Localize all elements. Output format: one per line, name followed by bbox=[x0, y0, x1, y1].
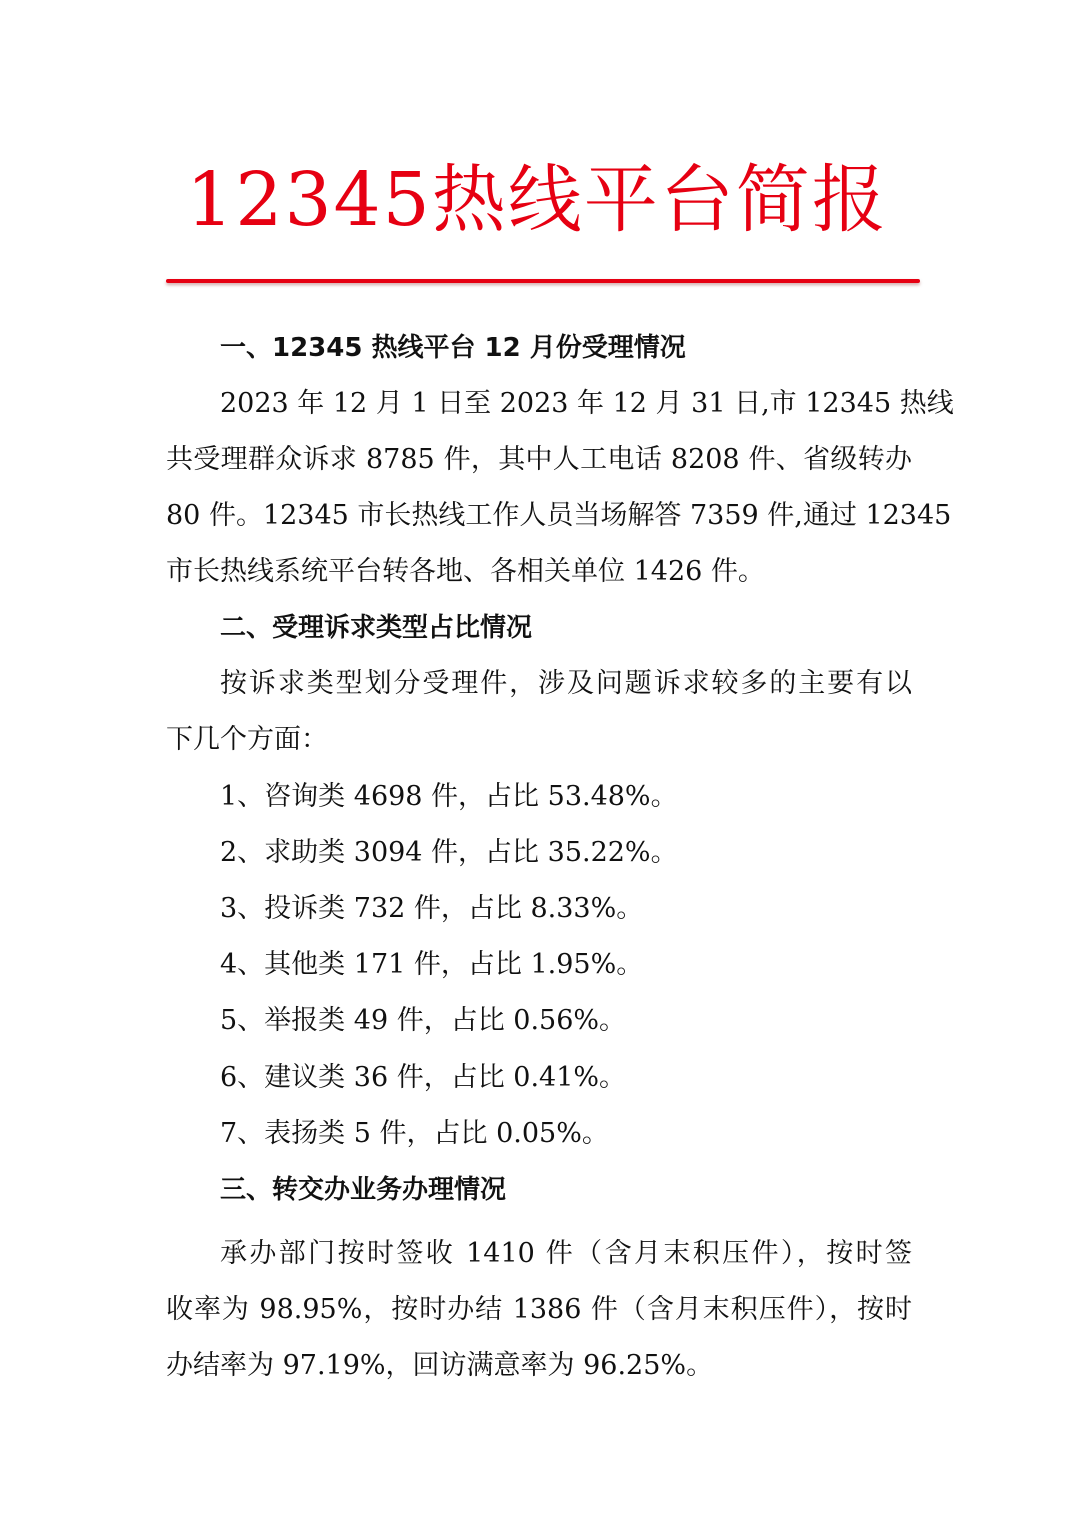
list-item-help: 2、求助类 3094 件，占比 35.22%。 bbox=[220, 837, 678, 868]
section-3-line-1: 承办部门按时签收 1410 件（含月末积压件），按时签 bbox=[220, 1238, 912, 1269]
document-title: 12345热线平台简报 bbox=[186, 157, 888, 243]
title-divider bbox=[166, 279, 920, 283]
section-2-intro-line-2: 下几个方面： bbox=[166, 724, 328, 755]
section-2-heading: 二、受理诉求类型占比情况 bbox=[220, 613, 533, 643]
list-item-complaint: 3、投诉类 732 件，占比 8.33%。 bbox=[220, 893, 644, 924]
section-3-heading: 三、转交办业务办理情况 bbox=[220, 1175, 507, 1205]
list-item-consult: 1、咨询类 4698 件，占比 53.48%。 bbox=[220, 781, 678, 812]
section-1-line-1: 2023 年 12 月 1 日至 2023 年 12 月 31 日,市 12345 热线 bbox=[220, 388, 954, 419]
list-item-praise: 7、表扬类 5 件，占比 0.05%。 bbox=[220, 1118, 609, 1149]
section-2-intro-line-1: 按诉求类型划分受理件，涉及问题诉求较多的主要有以 bbox=[220, 668, 912, 699]
section-1-line-3: 80 件。12345 市长热线工作人员当场解答 7359 件,通过 12345 bbox=[166, 500, 952, 531]
list-item-report: 5、举报类 49 件，占比 0.56%。 bbox=[220, 1005, 627, 1036]
section-1-line-4: 市长热线系统平台转各地、各相关单位 1426 件。 bbox=[166, 556, 765, 587]
list-item-other: 4、其他类 171 件，占比 1.95%。 bbox=[220, 949, 644, 980]
section-1-heading: 一、12345 热线平台 12 月份受理情况 bbox=[220, 333, 686, 363]
section-3-line-2: 收率为 98.95%，按时办结 1386 件（含月末积压件），按时 bbox=[166, 1294, 912, 1325]
list-item-suggestion: 6、建议类 36 件，占比 0.41%。 bbox=[220, 1062, 627, 1093]
section-3-line-3: 办结率为 97.19%，回访满意率为 96.25%。 bbox=[166, 1350, 714, 1381]
section-1-line-2: 共受理群众诉求 8785 件，其中人工电话 8208 件、省级转办 bbox=[166, 444, 912, 475]
